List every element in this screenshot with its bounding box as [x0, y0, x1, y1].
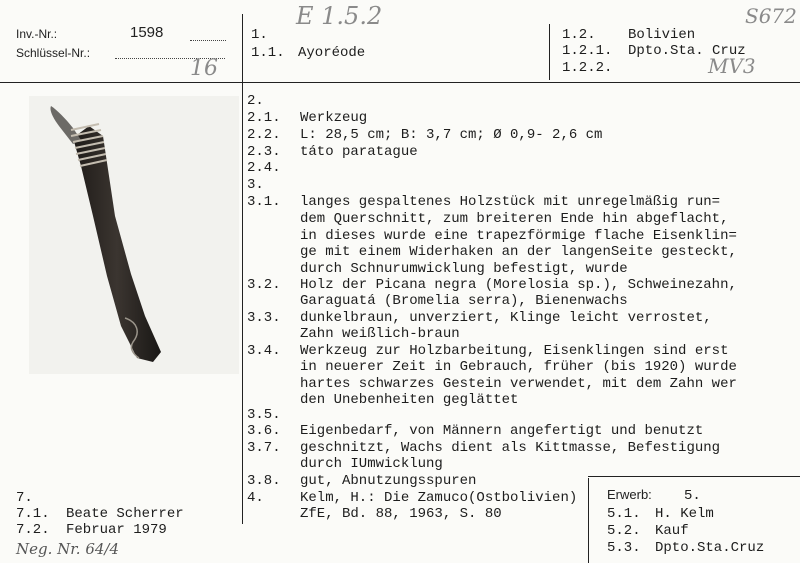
field-3-6-number: 3.6. — [247, 423, 281, 439]
field-2-3-number: 2.3. — [247, 144, 281, 160]
divider-header-horizontal — [0, 82, 800, 83]
corner-handwritten: S672 — [745, 4, 797, 28]
negative-number-handwritten: Neg. Nr. 64/4 — [16, 540, 120, 558]
field-3-8-number: 3.8. — [247, 473, 281, 489]
field-5-1-number: 5.1. — [607, 506, 641, 522]
field-2-4-number: 2.4. — [247, 160, 281, 176]
field-3-4-line: den Unebenheiten geglättet — [300, 392, 519, 408]
field-3-4-line: Werkzeug zur Holzbarbeitung, Eisenklingen sind erst — [300, 343, 729, 359]
divider-erwerb-horizontal — [588, 476, 800, 477]
field-7-number: 7. — [16, 490, 33, 506]
field-3-7-line: durch IUmwicklung — [300, 456, 443, 472]
artifact-photo — [29, 96, 239, 374]
field-3-2-line: Garaguatá (Bromelia serra), Bienenwachs — [300, 293, 628, 309]
field-3-7-number: 3.7. — [247, 440, 281, 456]
divider-erwerb-vertical — [588, 478, 589, 563]
field-3-3-number: 3.3. — [247, 310, 281, 326]
field-3-4-number: 3.4. — [247, 343, 281, 359]
field-1-2-1-value: Dpto.Sta. Cruz — [628, 43, 746, 59]
field-4-line: Kelm, H.: Die Zamuco(Ostbolivien) — [300, 490, 578, 506]
tool-blade — [50, 106, 81, 144]
divider-top-middle-vertical — [549, 24, 550, 80]
tool-handle — [73, 126, 161, 362]
inv-nr-value: 1598 — [130, 24, 164, 41]
field-5-3-number: 5.3. — [607, 540, 641, 556]
inv-nr-label: Inv.-Nr.: — [16, 27, 58, 41]
field-3-1-line: in dieses wurde eine trapezförmige flache Eisenklin= — [300, 228, 737, 244]
erwerb-label: Erwerb: — [607, 487, 652, 502]
field-2-3-value: táto paratague — [300, 144, 418, 160]
field-1-1-number: 1.1. — [251, 45, 285, 61]
field-5-2-number: 5.2. — [607, 523, 641, 539]
field-1-2-value: Bolivien — [628, 27, 696, 43]
field-3-number: 3. — [247, 177, 264, 193]
field-3-1-line: ge mit einem Widerhaken an der langenSeite gesteckt, — [300, 244, 737, 260]
tool-image — [29, 96, 239, 374]
field-7-2-number: 7.2. — [16, 522, 50, 538]
mv-handwritten: MV3 — [708, 54, 756, 78]
field-2-1-value: Werkzeug — [300, 110, 368, 126]
field-3-2-number: 3.2. — [247, 277, 281, 293]
catalog-handwritten: E 1.5.2 — [296, 2, 383, 30]
field-3-7-line: geschnitzt, Wachs dient als Kittmasse, Befestigung — [300, 440, 721, 456]
field-3-4-line: in neuerer Zeit in Gebrauch, früher (bis 1920) wurde — [300, 359, 737, 375]
field-1-2-2-number: 1.2.2. — [562, 60, 613, 76]
field-1-2-number: 1.2. — [562, 27, 596, 43]
field-4-number: 4. — [247, 490, 264, 506]
field-5-1-value: H. Kelm — [655, 506, 714, 522]
field-3-1-line: langes gespaltenes Holzstück mit unregelmäßig run= — [300, 194, 721, 210]
field-1-number: 1. — [251, 27, 268, 43]
field-3-1-line: dem Querschnitt, zum breiteren Ende hin abgeflacht, — [300, 211, 729, 227]
schluessel-nr-value: 16 — [190, 56, 218, 81]
field-3-5-number: 3.5. — [247, 407, 281, 423]
field-5-number: 5. — [684, 488, 701, 504]
field-2-2-number: 2.2. — [247, 127, 281, 143]
field-3-1-number: 3.1. — [247, 194, 281, 210]
field-3-1-line: durch Schnurumwicklung befestigt, wurde — [300, 261, 628, 277]
field-3-6-value: Eigenbedarf, von Männern angefertigt und benutzt — [300, 423, 704, 439]
field-7-2-value: Februar 1979 — [66, 522, 167, 538]
field-3-3-line: Zahn weißlich-braun — [300, 326, 460, 342]
field-3-3-line: dunkelbraun, unverziert, Klinge leicht verrostet, — [300, 310, 712, 326]
field-7-1-value: Beate Scherrer — [66, 506, 184, 522]
field-1-1-value: Ayoréode — [298, 45, 366, 61]
field-2-1-number: 2.1. — [247, 110, 281, 126]
field-3-4-line: hartes schwarzes Gestein verwendet, mit dem Zahn wer — [300, 376, 737, 392]
schluessel-nr-label: Schlüssel-Nr.: — [16, 46, 91, 60]
field-5-2-value: Kauf — [655, 523, 689, 539]
field-5-3-value: Dpto.Sta.Cruz — [655, 540, 765, 556]
field-4-line: ZfE, Bd. 88, 1963, S. 80 — [300, 506, 502, 522]
field-3-8-value: gut, Abnutzungsspuren — [300, 473, 477, 489]
field-2-2-value: L: 28,5 cm; B: 3,7 cm; Ø 0,9- 2,6 cm — [300, 127, 603, 143]
field-3-2-line: Holz der Picana negra (Morelosia sp.), Schweinezahn, — [300, 277, 737, 293]
field-2-number: 2. — [247, 93, 264, 109]
field-1-2-1-number: 1.2.1. — [562, 43, 613, 59]
field-7-1-number: 7.1. — [16, 506, 50, 522]
divider-left-vertical — [242, 14, 243, 524]
inv-nr-dotted-line — [190, 40, 226, 41]
